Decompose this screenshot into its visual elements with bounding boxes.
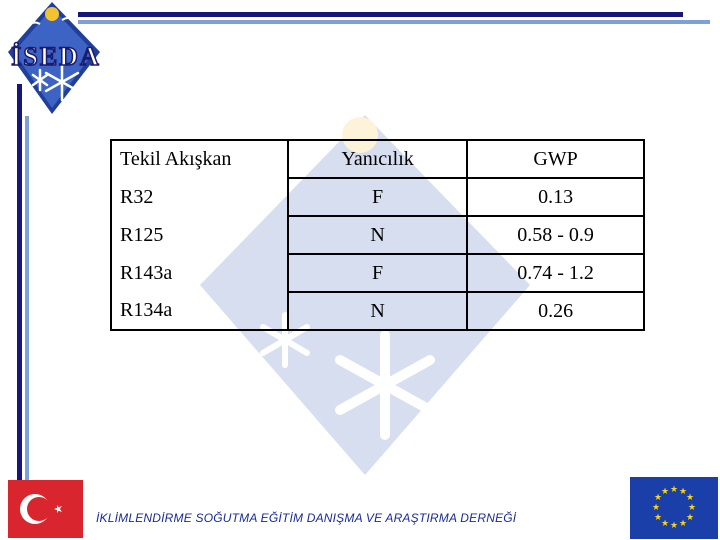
refrigerant-table: [110, 139, 645, 331]
turkey-flag-icon: [8, 480, 83, 538]
cell-gwp: 0.13: [467, 178, 644, 216]
table-row: [111, 178, 644, 216]
footer-association-name: İKLİMLENDİRME SOĞUTMA EĞİTİM DANIŞMA VE ARAŞTIRMA DERNEĞİ: [96, 511, 517, 525]
table-row: [111, 254, 644, 292]
top-bar-dark: [78, 12, 683, 17]
left-bar-light: [25, 116, 29, 484]
cell-flammability: F: [288, 254, 467, 292]
table-row: [111, 292, 644, 330]
svg-text:★: ★: [669, 521, 679, 531]
table-row: [111, 216, 644, 254]
svg-text:★: ★: [669, 485, 679, 495]
svg-text:★: ★: [660, 487, 670, 497]
cell-gwp: 0.26: [467, 292, 644, 330]
cell-flammability: N: [288, 216, 467, 254]
svg-text:★: ★: [678, 487, 688, 497]
header-flammability: Yanıcılık: [288, 140, 467, 178]
cell-gwp: 0.74 - 1.2: [467, 254, 644, 292]
cell-refrigerant: R143a: [111, 254, 288, 292]
left-bar-dark: [17, 84, 22, 484]
svg-text:★: ★: [678, 519, 688, 529]
top-bar-light: [78, 20, 710, 24]
header-gwp: GWP: [467, 140, 644, 178]
cell-refrigerant: R32: [111, 178, 288, 216]
cell-refrigerant: R125: [111, 216, 288, 254]
iseda-logo: [0, 0, 112, 116]
svg-text:★: ★: [687, 503, 697, 513]
cell-flammability: N: [288, 292, 467, 330]
header-single-refrigerant: Tekil Akışkan: [111, 140, 288, 178]
svg-text:★: ★: [653, 513, 663, 523]
svg-text:★: ★: [651, 503, 661, 513]
svg-text:★: ★: [685, 493, 695, 503]
cell-refrigerant: R134a: [111, 292, 288, 330]
logo-text: İSEDA: [11, 42, 101, 71]
eu-flag-icon: [630, 477, 718, 539]
svg-text:★: ★: [685, 513, 695, 523]
cell-gwp: 0.58 - 0.9: [467, 216, 644, 254]
svg-text:★: ★: [653, 493, 663, 503]
cell-flammability: F: [288, 178, 467, 216]
table-header-row: [111, 140, 644, 178]
svg-text:★: ★: [660, 519, 670, 529]
